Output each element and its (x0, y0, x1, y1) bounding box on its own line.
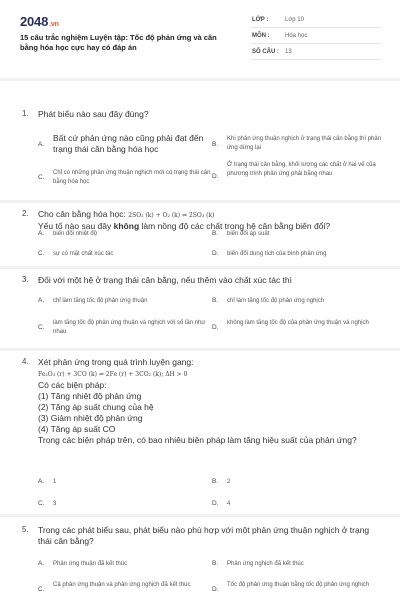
option-text: Cả phản ứng thuận và phản ứng nghịch đã kết thúc (53, 582, 191, 588)
option-d[interactable] (212, 581, 382, 600)
question-number: 4. (22, 357, 29, 366)
option-d[interactable] (212, 499, 382, 511)
option-text: biến đổi áp suất (227, 231, 270, 237)
meta-subject (252, 30, 380, 44)
option-text: biến đổi nhiệt độ (53, 231, 98, 237)
option-b[interactable] (212, 477, 382, 489)
meta-label: SỐ CÂU : (252, 49, 279, 55)
meta-grade (252, 14, 380, 28)
option-letter: A. (38, 478, 45, 485)
option-letter: A. (38, 230, 45, 237)
option-c[interactable] (38, 169, 213, 191)
option-c[interactable] (38, 249, 208, 261)
option-letter: C. (38, 174, 45, 181)
option-text: không làm tăng tốc độ của phản ứng thuận và nghịch (227, 320, 369, 326)
option-b[interactable] (212, 559, 382, 571)
document-title: 15 câu trắc nghiệm Luyện tập: Tốc độ phản ứng và cân bằng hóa học cực hay có đáp án (20, 33, 217, 52)
question-text: Phát biểu nào sau đây đúng? (38, 109, 149, 119)
question-text: Cho cân bằng hóa học: 2SO₂ (k) + O₂ (k) ⇌ 2SO₃ (k) Yếu tố nào sau đây không làm nồng độ các chất trong hệ cân bằng biến đổi? (38, 209, 331, 231)
option-b[interactable] (212, 133, 382, 157)
option-text: 4 (227, 501, 231, 507)
option-letter: C. (38, 586, 45, 593)
option-d[interactable] (212, 249, 382, 261)
option-letter: D. (212, 173, 219, 180)
option-a[interactable] (38, 296, 208, 308)
question-number: 5. (22, 525, 29, 534)
option-letter: B. (212, 230, 219, 237)
option-d[interactable] (212, 161, 382, 191)
question-divider (0, 200, 400, 203)
option-text: sự có mặt chất xúc tác (53, 251, 114, 257)
question-number: 2. (22, 209, 29, 218)
equation: Fe₂O₃ (r) + 3CO (k) ⇌ 2Fe (r) + 3CO₂ (k); ΔH > 0 (38, 371, 188, 378)
option-text: chỉ làm tăng tốc độ phản ứng nghịch (227, 298, 325, 304)
option-letter: B. (212, 478, 219, 485)
option-letter: D. (212, 500, 219, 507)
option-text: 2 (227, 479, 231, 485)
header-divider (0, 78, 400, 81)
option-text: Phản ứng thuận đã kết thúc (53, 561, 128, 567)
meta-value: 13 (285, 49, 292, 55)
option-text: Chỉ có những phản ứng thuận nghịch mới có trạng thái cân bằng hóa học (53, 170, 211, 185)
option-a[interactable] (38, 133, 213, 157)
meta-question-count (252, 46, 380, 60)
option-a[interactable] (38, 229, 208, 241)
option-letter: A. (38, 560, 45, 567)
option-letter: B. (212, 141, 219, 148)
option-letter: D. (212, 324, 219, 331)
question-text: Đối với một hệ ở trạng thái cân bằng, nếu thêm vào chất xúc tác thì (38, 275, 293, 285)
question-number: 3. (22, 275, 29, 284)
option-letter: C. (38, 250, 45, 257)
option-a[interactable] (38, 559, 208, 571)
question-number: 1. (22, 109, 29, 118)
option-text: 1 (53, 479, 57, 485)
option-text: Khi phản ứng thuận nghịch ở trạng thái cân bằng thì phản ứng dừng lại (227, 136, 382, 151)
option-b[interactable] (212, 229, 382, 241)
option-letter: D. (212, 586, 219, 593)
question-text: Trong các phát biểu sau, phát biểu nào phù hợp với một phản ứng thuận nghịch ở trạng thái cân bằng? (38, 525, 370, 546)
meta-value: Lớp 10 (285, 17, 304, 23)
site-logo[interactable]: 2048.vn (20, 14, 59, 29)
option-c[interactable] (38, 581, 208, 600)
option-letter: A. (38, 141, 45, 148)
option-text: chỉ làm tăng tốc độ phản ứng thuận (53, 298, 148, 304)
option-b[interactable] (212, 296, 382, 308)
equation: 2SO₂ (k) + O₂ (k) ⇌ 2SO₃ (k) (128, 212, 215, 219)
meta-label: MÔN : (252, 33, 270, 39)
page-header (0, 0, 400, 72)
option-letter: B. (212, 560, 219, 567)
option-text: Ở trạng thái cân bằng, khối lượng các chất ở hai vế của phương trình phản ứng phải bằng nhau (227, 162, 376, 177)
option-a[interactable] (38, 477, 208, 489)
option-d[interactable] (212, 319, 382, 339)
question-divider (0, 266, 400, 269)
question-text: Xét phản ứng trong quá trình luyện gang: Fe₂O₃ (r) + 3CO (k) ⇌ 2Fe (r) + 3CO₂ (k); ΔH > 0 Có các biện pháp: (1) Tăng nhiệt độ phản ứng (2) Tăng áp suất chung của hệ (3) Giảm nhiệt độ phản ứng (4) Tăng áp suất CO Trong các biện pháp trên, có bao nhiêu biện pháp làm tăng hiệu suất của phản ứng? (38, 357, 357, 445)
option-text: biến đổi dung tích của bình phản ứng (227, 251, 327, 257)
option-text: Bất cứ phản ứng nào cũng phải đạt đến trạng thái cân bằng hóa học (53, 133, 204, 154)
option-letter: B. (212, 297, 219, 304)
question-divider (0, 348, 400, 351)
option-c[interactable] (38, 319, 208, 339)
option-text: làm tăng tốc độ phản ứng thuận và nghịch với số lần như nhau (53, 320, 206, 335)
meta-label: LỚP : (252, 17, 269, 23)
option-letter: C. (38, 324, 45, 331)
option-text: Tốc độ phản ứng thuận bằng tốc độ phản ứng nghịch (227, 582, 370, 588)
option-text: 3 (53, 501, 57, 507)
meta-value: Hóa học (285, 33, 308, 39)
question-divider (0, 514, 400, 517)
option-letter: A. (38, 297, 45, 304)
option-text: Phản ứng nghịch đã kết thúc (227, 561, 304, 567)
option-c[interactable] (38, 499, 208, 511)
option-letter: D. (212, 250, 219, 257)
option-letter: C. (38, 500, 45, 507)
